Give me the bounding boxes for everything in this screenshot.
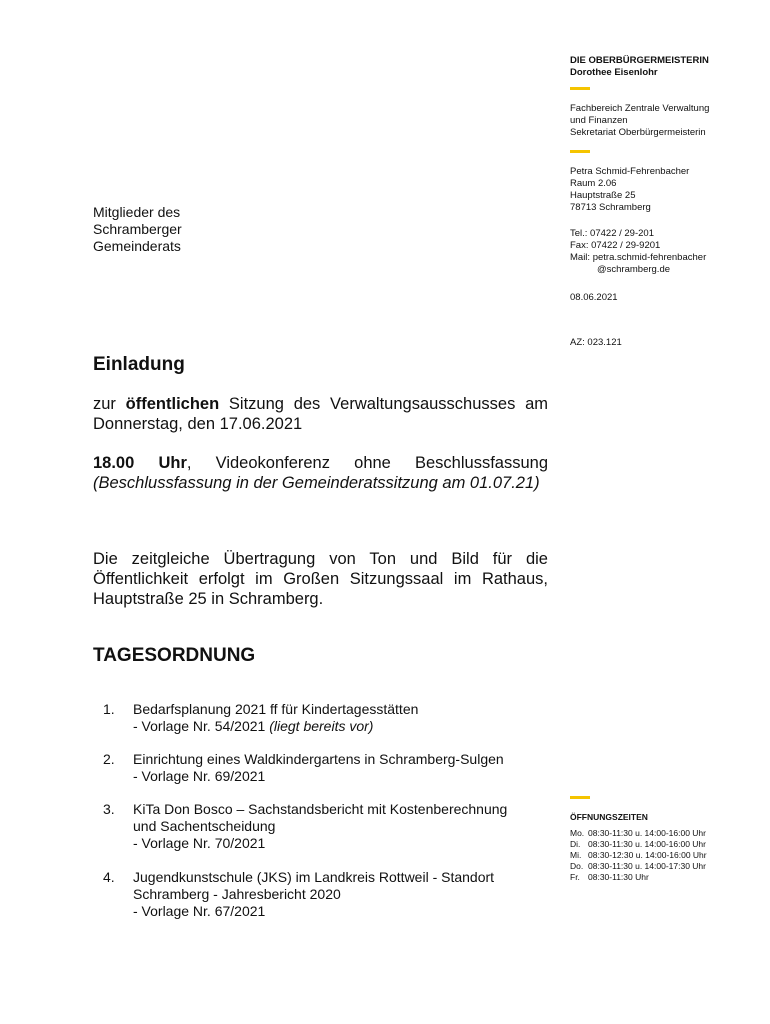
weekday: Do. (570, 861, 584, 871)
recipient-line: Schramberger (93, 221, 182, 237)
accent-divider (570, 150, 590, 153)
opening-hours-row (570, 828, 707, 839)
weekday: Mo. (570, 828, 585, 838)
agenda-item-title: Jugendkunstschule (JKS) im Landkreis Rottweil - Standort (133, 869, 495, 885)
agenda-item-title-cont: und Sachentscheidung (133, 818, 276, 834)
accent-divider (570, 796, 590, 799)
opening-hours-row (570, 839, 707, 850)
intro-emphasis: öffentlichen (125, 395, 220, 413)
invitation-intro (93, 394, 548, 434)
recipient-line: Mitglieder des (93, 204, 181, 220)
meeting-note: (Beschlussfassung in der Gemeinderatssitzung am 01.07.21) (93, 474, 540, 492)
meeting-format: , Videokonferenz ohne Beschlussfassung (186, 454, 548, 472)
recipient-address (93, 204, 182, 255)
agenda-item-title-cont: Schramberg - Jahresbericht 2020 (133, 886, 341, 902)
intro-text: Sitzung des Verwaltungsausschusses am Donnerstag, den 17.06.2021 (93, 395, 548, 433)
agenda-item-note: (liegt bereits vor) (269, 718, 374, 734)
opening-hours-row (570, 861, 707, 872)
hours: 08:30-11:30 u. 14:00-17:30 Uhr (588, 861, 706, 871)
department-line: Sekretariat Oberbürgermeisterin (570, 127, 706, 138)
contact-room: Raum 2.06 (570, 178, 617, 189)
contact-mail: Mail: petra.schmid-fehrenbacher (570, 252, 707, 263)
agenda-item-reference: - Vorlage Nr. 70/2021 (133, 835, 266, 851)
agenda-item-number: 1. (103, 701, 115, 717)
meeting-time (93, 453, 548, 493)
intro-text: zur (93, 395, 126, 413)
invitation-heading: Einladung (93, 354, 185, 375)
opening-hours-row (570, 850, 707, 861)
letter-date: 08.06.2021 (570, 292, 618, 303)
contact-mail-domain: @schramberg.de (597, 264, 671, 275)
weekday: Mi. (570, 850, 582, 860)
recipient-line: Gemeinderats (93, 238, 181, 254)
hours: 08:30-11:30 u. 14:00-16:00 Uhr (588, 828, 706, 838)
agenda-item-title: KiTa Don Bosco – Sachstandsbericht mit Kostenberechnung (133, 801, 508, 817)
contact-street: Hauptstraße 25 (570, 190, 636, 201)
hours: 08:30-12:30 u. 14:00-16:00 Uhr (588, 850, 707, 860)
opening-hours-heading: ÖFFNUNGSZEITEN (570, 812, 648, 822)
office-title: DIE OBERBÜRGERMEISTERIN (570, 55, 709, 66)
weekday: Fr. (570, 872, 580, 882)
sender-name: Dorothee Eisenlohr (570, 67, 658, 78)
contact-name: Petra Schmid-Fehrenbacher (570, 166, 690, 177)
agenda-item-title: Einrichtung eines Waldkindergartens in Schramberg-Sulgen (133, 751, 504, 767)
opening-hours-list (570, 828, 707, 883)
contact-fax: Fax: 07422 / 29-9201 (570, 240, 661, 251)
department-line: und Finanzen (570, 115, 628, 126)
agenda-item (95, 869, 555, 919)
agenda-item-number: 3. (103, 801, 115, 817)
weekday: Di. (570, 839, 581, 849)
agenda-item-reference: - Vorlage Nr. 69/2021 (133, 768, 266, 784)
agenda-item-title: Bedarfsplanung 2021 ff für Kindertagesstätten (133, 701, 419, 717)
contact-tel: Tel.: 07422 / 29-201 (570, 228, 654, 239)
agenda-heading: TAGESORDNUNG (93, 645, 256, 666)
accent-divider (570, 87, 590, 90)
hours: 08:30-11:30 u. 14:00-16:00 Uhr (588, 839, 706, 849)
broadcast-notice: Die zeitgleiche Übertragung von Ton und Bild für die Öffentlichkeit erfolgt im Großen Sitzungssaal im Rathaus, Hauptstraße 25 in Schramberg. (93, 550, 548, 608)
agenda-item (95, 701, 555, 734)
contact-block (570, 166, 706, 276)
agenda-item-reference: - Vorlage Nr. 67/2021 (133, 903, 266, 919)
opening-hours-row (570, 872, 707, 883)
department-line: Fachbereich Zentrale Verwaltung (570, 103, 710, 114)
agenda-item-number: 4. (103, 869, 115, 885)
agenda-item (95, 751, 555, 784)
file-reference: AZ: 023.121 (570, 337, 622, 348)
department-block (570, 103, 709, 139)
contact-city: 78713 Schramberg (570, 202, 651, 213)
agenda-item (95, 801, 555, 851)
agenda-item-number: 2. (103, 751, 115, 767)
hours: 08:30-11:30 Uhr (588, 872, 649, 882)
meeting-time-bold: 18.00 Uhr (93, 454, 187, 472)
sender-header (570, 55, 709, 79)
agenda-item-reference: - Vorlage Nr. 54/2021 (133, 718, 270, 734)
